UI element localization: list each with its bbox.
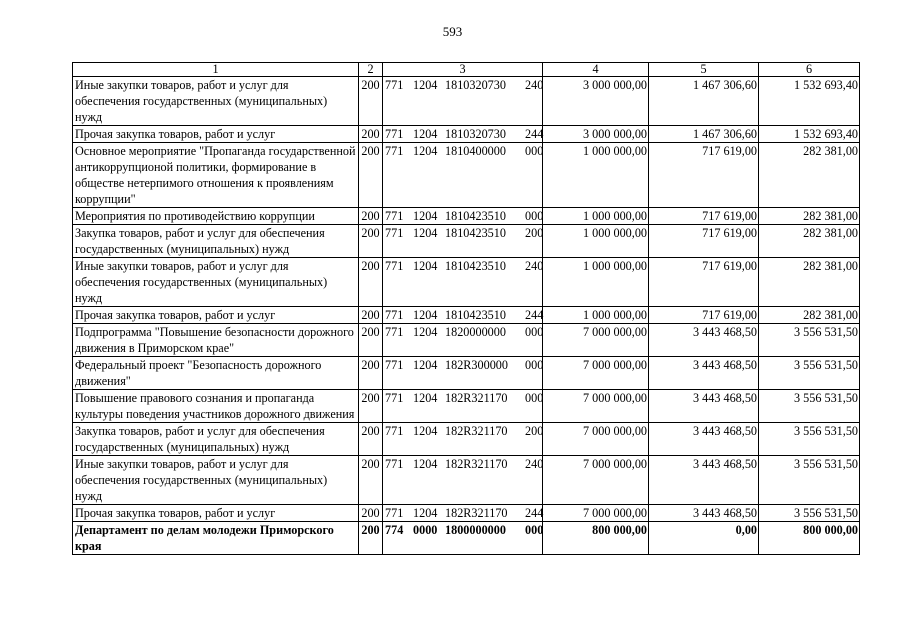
- code-part-k3: 1800000000: [445, 523, 506, 537]
- code-part-k2: 1204: [413, 144, 438, 158]
- code-part-k1: 771: [385, 391, 404, 405]
- row-value-remainder: 800 000,00: [759, 522, 860, 555]
- code-part-k3: 1810320730: [445, 78, 506, 92]
- code-part-k4: 200: [525, 226, 544, 240]
- row-code: [383, 307, 543, 324]
- code-part-k1: 771: [385, 226, 404, 240]
- code-part-k1: 771: [385, 259, 404, 273]
- row-value-plan: 3 000 000,00: [543, 77, 649, 126]
- row-value-plan: 7 000 000,00: [543, 505, 649, 522]
- row-name: Закупка товаров, работ и услуг для обеспечения государственных (муниципальных) нужд: [73, 225, 359, 258]
- row-value-executed: 717 619,00: [649, 258, 759, 307]
- column-header: 3: [383, 63, 543, 77]
- table-row: [73, 390, 860, 423]
- code-part-k4: 000: [525, 325, 544, 339]
- row-code: [383, 456, 543, 505]
- row-value-plan: 1 000 000,00: [543, 258, 649, 307]
- row-value-remainder: 282 381,00: [759, 307, 860, 324]
- code-part-k2: 1204: [413, 226, 438, 240]
- row-col2: 200: [359, 456, 383, 505]
- row-value-plan: 1 000 000,00: [543, 208, 649, 225]
- table-row: [73, 208, 860, 225]
- row-value-remainder: 1 532 693,40: [759, 77, 860, 126]
- row-value-remainder: 1 532 693,40: [759, 126, 860, 143]
- code-part-k4: 240: [525, 78, 544, 92]
- code-part-k4: 240: [525, 457, 544, 471]
- code-part-k3: 182R321170: [445, 391, 508, 405]
- row-value-executed: 1 467 306,60: [649, 126, 759, 143]
- row-code: [383, 77, 543, 126]
- code-part-k3: 1820000000: [445, 325, 506, 339]
- row-name: Повышение правового сознания и пропаганда культуры поведения участников дорожного движения: [73, 390, 359, 423]
- row-value-remainder: 3 556 531,50: [759, 357, 860, 390]
- code-part-k1: 771: [385, 127, 404, 141]
- row-value-executed: 3 443 468,50: [649, 423, 759, 456]
- code-part-k2: 1204: [413, 209, 438, 223]
- row-name: Иные закупки товаров, работ и услуг для обеспечения государственных (муниципальных) нужд: [73, 456, 359, 505]
- table-row: [73, 456, 860, 505]
- code-part-k4: 244: [525, 506, 544, 520]
- row-name: Прочая закупка товаров, работ и услуг: [73, 126, 359, 143]
- row-value-plan: 7 000 000,00: [543, 456, 649, 505]
- code-part-k2: 1204: [413, 358, 438, 372]
- code-part-k2: 1204: [413, 78, 438, 92]
- code-part-k2: 1204: [413, 457, 438, 471]
- column-header: 1: [73, 63, 359, 77]
- row-name: Мероприятия по противодействию коррупции: [73, 208, 359, 225]
- code-part-k1: 774: [385, 523, 404, 537]
- table-body: [73, 77, 860, 555]
- code-part-k3: 1810423510: [445, 259, 506, 273]
- code-part-k1: 771: [385, 144, 404, 158]
- row-value-plan: 3 000 000,00: [543, 126, 649, 143]
- code-part-k1: 771: [385, 506, 404, 520]
- row-name: Закупка товаров, работ и услуг для обеспечения государственных (муниципальных) нужд: [73, 423, 359, 456]
- table-row: [73, 423, 860, 456]
- code-part-k2: 1204: [413, 308, 438, 322]
- row-value-executed: 3 443 468,50: [649, 390, 759, 423]
- column-header: 5: [649, 63, 759, 77]
- code-part-k4: 200: [525, 424, 544, 438]
- code-part-k3: 182R300000: [445, 358, 508, 372]
- code-part-k4: 244: [525, 127, 544, 141]
- row-value-plan: 800 000,00: [543, 522, 649, 555]
- row-code: [383, 505, 543, 522]
- row-value-remainder: 3 556 531,50: [759, 390, 860, 423]
- table-row: [73, 324, 860, 357]
- row-code: [383, 225, 543, 258]
- code-part-k3: 1810423510: [445, 308, 506, 322]
- table-row: [73, 225, 860, 258]
- row-col2: 200: [359, 258, 383, 307]
- code-part-k1: 771: [385, 308, 404, 322]
- row-value-plan: 7 000 000,00: [543, 357, 649, 390]
- code-part-k1: 771: [385, 424, 404, 438]
- row-value-remainder: 3 556 531,50: [759, 324, 860, 357]
- code-part-k1: 771: [385, 209, 404, 223]
- table-row: [73, 357, 860, 390]
- row-col2: 200: [359, 505, 383, 522]
- row-name: Иные закупки товаров, работ и услуг для обеспечения государственных (муниципальных) нужд: [73, 258, 359, 307]
- table-row: [73, 522, 860, 555]
- row-name: Федеральный проект "Безопасность дорожного движения": [73, 357, 359, 390]
- row-value-executed: 3 443 468,50: [649, 505, 759, 522]
- row-value-plan: 1 000 000,00: [543, 307, 649, 324]
- code-part-k2: 1204: [413, 325, 438, 339]
- row-code: [383, 143, 543, 208]
- code-part-k1: 771: [385, 457, 404, 471]
- row-col2: 200: [359, 357, 383, 390]
- code-part-k2: 0000: [413, 523, 438, 537]
- row-col2: 200: [359, 225, 383, 258]
- row-col2: 200: [359, 390, 383, 423]
- row-code: [383, 390, 543, 423]
- row-col2: 200: [359, 143, 383, 208]
- row-value-executed: 717 619,00: [649, 225, 759, 258]
- row-name: Департамент по делам молодежи Приморского края: [73, 522, 359, 555]
- code-part-k4: 240: [525, 259, 544, 273]
- table-row: [73, 126, 860, 143]
- row-col2: 200: [359, 126, 383, 143]
- row-value-executed: 1 467 306,60: [649, 77, 759, 126]
- row-value-executed: 3 443 468,50: [649, 456, 759, 505]
- row-name: Прочая закупка товаров, работ и услуг: [73, 505, 359, 522]
- row-value-remainder: 282 381,00: [759, 258, 860, 307]
- column-header: 2: [359, 63, 383, 77]
- code-part-k2: 1204: [413, 424, 438, 438]
- budget-table: [72, 62, 860, 555]
- row-col2: 200: [359, 423, 383, 456]
- code-part-k2: 1204: [413, 391, 438, 405]
- row-value-remainder: 3 556 531,50: [759, 456, 860, 505]
- row-col2: 200: [359, 522, 383, 555]
- code-part-k4: 000: [525, 391, 544, 405]
- table-row: [73, 143, 860, 208]
- code-part-k3: 182R321170: [445, 506, 508, 520]
- row-code: [383, 126, 543, 143]
- table-row: [73, 505, 860, 522]
- row-value-executed: 3 443 468,50: [649, 324, 759, 357]
- page-number: 593: [442, 24, 463, 39]
- row-code: [383, 324, 543, 357]
- code-part-k2: 1204: [413, 506, 438, 520]
- row-value-remainder: 282 381,00: [759, 143, 860, 208]
- row-value-plan: 7 000 000,00: [543, 423, 649, 456]
- header-row: [73, 63, 860, 77]
- table-row: [73, 258, 860, 307]
- code-part-k3: 1810400000: [445, 144, 506, 158]
- row-value-executed: 0,00: [649, 522, 759, 555]
- code-part-k2: 1204: [413, 127, 438, 141]
- row-value-executed: 717 619,00: [649, 208, 759, 225]
- row-code: [383, 357, 543, 390]
- code-part-k3: 1810423510: [445, 226, 506, 240]
- code-part-k3: 1810423510: [445, 209, 506, 223]
- row-code: [383, 208, 543, 225]
- row-code: [383, 258, 543, 307]
- row-value-remainder: 282 381,00: [759, 208, 860, 225]
- row-name: Основное мероприятие "Пропаганда государственной антикоррупционой политики, формирование в обществе нетерпимого отношения к проявлениям коррупции": [73, 143, 359, 208]
- row-col2: 200: [359, 307, 383, 324]
- code-part-k4: 000: [525, 144, 544, 158]
- row-name: Иные закупки товаров, работ и услуг для обеспечения государственных (муниципальных) нужд: [73, 77, 359, 126]
- table-row: [73, 307, 860, 324]
- row-value-executed: 717 619,00: [649, 307, 759, 324]
- row-col2: 200: [359, 77, 383, 126]
- row-code: [383, 522, 543, 555]
- row-value-executed: 3 443 468,50: [649, 357, 759, 390]
- row-value-remainder: 3 556 531,50: [759, 505, 860, 522]
- row-value-plan: 1 000 000,00: [543, 225, 649, 258]
- row-code: [383, 423, 543, 456]
- code-part-k3: 182R321170: [445, 457, 508, 471]
- row-col2: 200: [359, 208, 383, 225]
- code-part-k3: 182R321170: [445, 424, 508, 438]
- code-part-k4: 000: [525, 209, 544, 223]
- row-name: Прочая закупка товаров, работ и услуг: [73, 307, 359, 324]
- code-part-k4: 244: [525, 308, 544, 322]
- row-name: Подпрограмма "Повышение безопасности дорожного движения в Приморском крае": [73, 324, 359, 357]
- row-value-remainder: 282 381,00: [759, 225, 860, 258]
- row-value-plan: 7 000 000,00: [543, 324, 649, 357]
- row-value-executed: 717 619,00: [649, 143, 759, 208]
- column-header: 4: [543, 63, 649, 77]
- code-part-k4: 000: [525, 358, 544, 372]
- code-part-k3: 1810320730: [445, 127, 506, 141]
- row-value-plan: 1 000 000,00: [543, 143, 649, 208]
- code-part-k4: 000: [525, 523, 544, 537]
- column-header: 6: [759, 63, 860, 77]
- code-part-k2: 1204: [413, 259, 438, 273]
- code-part-k1: 771: [385, 325, 404, 339]
- code-part-k1: 771: [385, 358, 404, 372]
- row-col2: 200: [359, 324, 383, 357]
- row-value-remainder: 3 556 531,50: [759, 423, 860, 456]
- table-row: [73, 77, 860, 126]
- code-part-k1: 771: [385, 78, 404, 92]
- row-value-plan: 7 000 000,00: [543, 390, 649, 423]
